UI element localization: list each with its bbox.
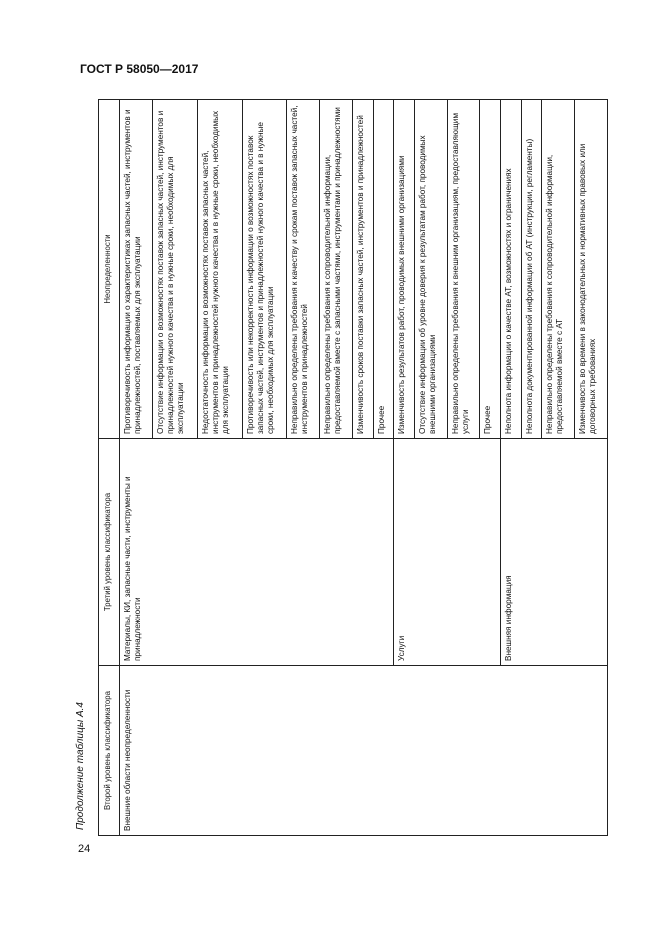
uncertainty-cell: Отсутствие информации об уровне доверия к результатам работ, проводимых внешними организациями (414, 100, 447, 439)
uncertainty-cell: Прочее (373, 100, 394, 439)
uncertainty-cell: Неправильно определены требования к внешним организациям, предоставляющим услуги (447, 100, 480, 439)
uncertainty-cell: Противоречивость или некорректность информации о возможностях поставок запасных частей, инструментов и принадлежностей нужного качества и в нужные сроки, необходимых для эксплуатации (242, 100, 287, 439)
uncertainty-cell: Неправильно определены требования к сопроводительной информации, предоставляемой вместе с АТ (542, 100, 575, 439)
table-header-row (99, 100, 120, 836)
uncertainty-cell: Неправильно определены требования к сопроводительной информации, предоставляемой вместе с запасными частями, инструментами и принадлежностями (320, 100, 353, 439)
page-number: 24 (78, 843, 91, 855)
uncertainty-cell: Изменчивость сроков поставки запасных частей, инструментов и принадлежностей (353, 100, 374, 439)
col-header-level2: Второй уровень классификатора (99, 666, 120, 836)
uncertainty-cell: Изменчивость результатов работ, проводимых внешними организациями (394, 100, 415, 439)
level3-cell: Услуги (394, 439, 501, 666)
uncertainty-cell: Прочее (480, 100, 501, 439)
level3-cell: Материалы, КИ, запасные части, инструменты и принадлежности (120, 439, 394, 666)
uncertainty-cell: Неправильно определены требования к качеству и срокам поставок запасных частей, инструментов и принадлежностей (287, 100, 320, 439)
uncertainty-cell: Отсутствие информации о возможностях поставок запасных частей, инструментов и принадлежностей нужного качества и в нужные сроки, необходимых для эксплуатации (152, 100, 197, 439)
rotated-table-wrapper (98, 100, 608, 836)
level3-cell: Внешняя информация (501, 439, 608, 666)
col-header-level3: Третий уровень классификатора (99, 439, 120, 666)
uncertainty-cell: Неполнота документированной информации об АТ (инструкции, регламенты) (521, 100, 542, 439)
uncertainty-table (98, 99, 608, 836)
table-row (120, 100, 153, 836)
uncertainty-cell: Противоречивость информации о характеристиках запасных частей, инструментов и принадлежностей, поставляемых для эксплуатации (120, 100, 153, 439)
uncertainty-cell: Изменчивость во времени в законодательных и нормативных правовых или договорных требованиях (575, 100, 608, 439)
uncertainty-cell: Недостаточность информации о возможностях поставок запасных частей, инструментов и принадлежностей нужного качества и в нужные сроки, необходимых для эксплуатации (197, 100, 242, 439)
document-code: ГОСТ Р 58050—2017 (80, 62, 199, 76)
level2-cell: Внешние области неопределенности (120, 666, 608, 836)
table-caption: Продолжение таблицы А.4 (75, 702, 86, 830)
uncertainty-cell: Неполнота информации о качестве АТ, возможностях и ограничениях (501, 100, 522, 439)
col-header-uncertainties: Неопределенности (99, 100, 120, 439)
